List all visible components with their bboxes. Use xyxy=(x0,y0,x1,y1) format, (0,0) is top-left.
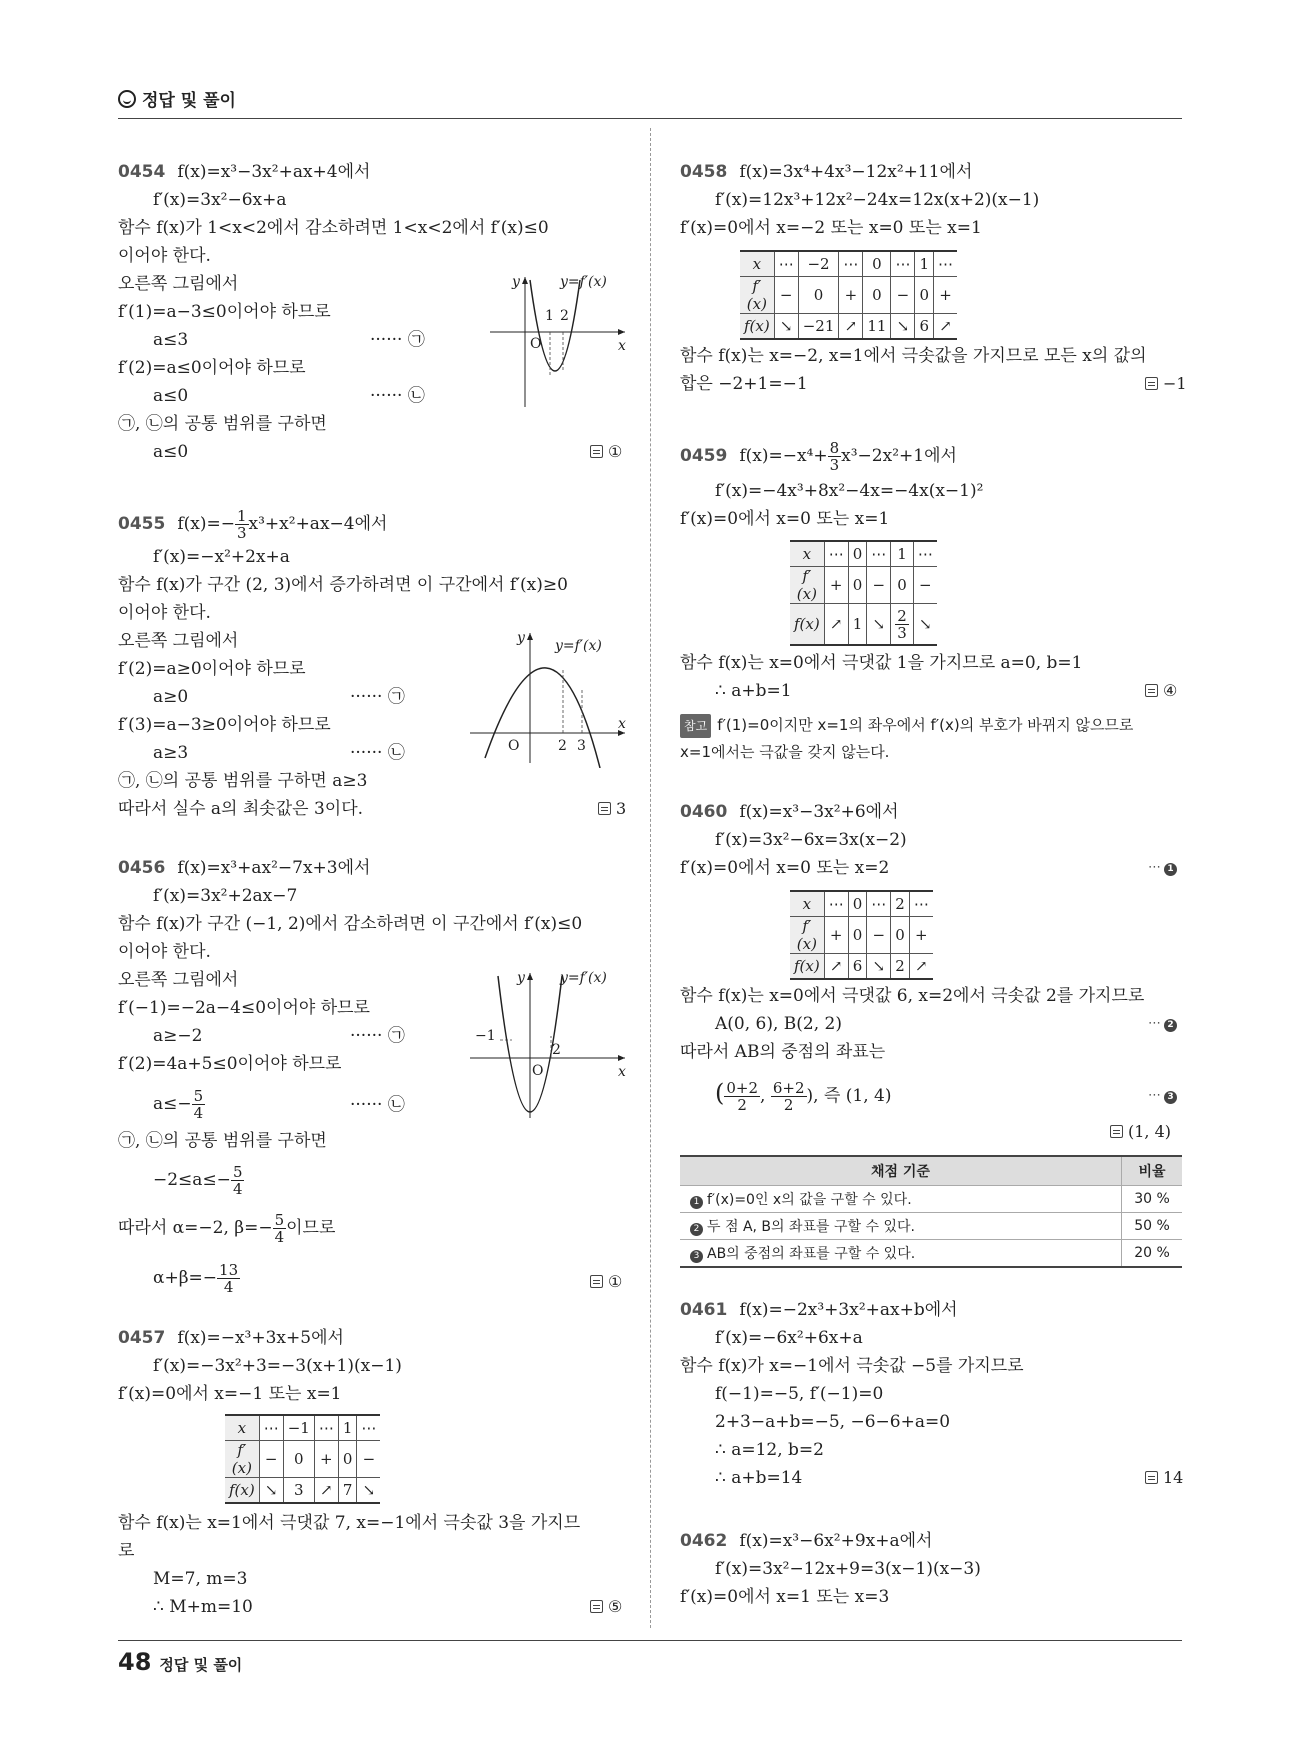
line: f′(x)=3x²−6x=3x(x−2) xyxy=(715,830,907,850)
table-row xyxy=(790,541,937,567)
table-cell: − xyxy=(913,567,937,604)
table-cell: 0 xyxy=(848,891,867,917)
table-row xyxy=(790,567,937,604)
problem-number: 0455 xyxy=(118,514,166,534)
answer: 3 xyxy=(598,799,626,818)
page-footer xyxy=(118,1648,242,1676)
curve-label: y=f′(x) xyxy=(560,274,607,290)
marker: ······ ㉠ xyxy=(370,330,425,350)
table-cell: ↗ xyxy=(314,1478,338,1504)
table-cell: $\frac{2}{3}$ xyxy=(891,604,914,646)
line: 함수 f(x)가 1<x<2에서 감소하려면 1<x<2에서 f′(x)≤0 xyxy=(118,218,549,238)
table-cell: 0 xyxy=(283,1441,314,1478)
axis-label-x: x xyxy=(618,338,626,354)
line: a≥3 xyxy=(153,743,189,763)
line: f′(2)=a≤0이어야 하므로 xyxy=(118,358,306,378)
note-line: x=1에서는 극값을 갖지 않는다. xyxy=(680,743,890,761)
line: f′(x)=−6x²+6x+a xyxy=(715,1328,863,1348)
table-cell: ⋯ xyxy=(824,891,848,917)
step-marker: ⋯ 2 xyxy=(1148,1016,1177,1032)
line: ∴ a+b=14 xyxy=(715,1468,803,1488)
line: ㉠, ㉡의 공통 범위를 구하면 a≥3 xyxy=(118,771,368,791)
table-cell: x xyxy=(740,251,774,277)
marker: ······ ㉡ xyxy=(350,743,405,763)
line: 함수 f(x)는 x=1에서 극댓값 7, x=−1에서 극솟값 3을 가지므 xyxy=(118,1513,581,1533)
line: a≥0 xyxy=(153,687,189,707)
table-cell: 0 xyxy=(915,277,934,314)
table-row xyxy=(740,277,957,314)
line: ㉠, ㉡의 공통 범위를 구하면 xyxy=(118,1131,327,1151)
answer: ① xyxy=(590,442,622,461)
table-cell: f′(x) xyxy=(740,277,774,314)
line: f′(x)=3x²−12x+9=3(x−1)(x−3) xyxy=(715,1559,981,1579)
fraction: $\frac{1}{3}$ xyxy=(236,507,247,542)
line: f′(x)=−4x³+8x²−4x=−4x(x−1)² xyxy=(715,481,984,501)
table-cell: x xyxy=(790,891,824,917)
step-marker: ⋯ 1 xyxy=(1148,860,1177,876)
table-cell: 1 xyxy=(915,251,934,277)
line: a≤3 xyxy=(153,330,189,350)
grading-row: 2 두 점 A, B의 좌표를 구할 수 있다. 50 % xyxy=(680,1213,1182,1240)
line: f′(x)=0에서 x=0 또는 x=2 xyxy=(680,858,890,878)
table-cell: ⋯ xyxy=(357,1415,381,1441)
smile-icon xyxy=(118,90,136,108)
axis-label-y: y xyxy=(512,274,520,290)
answer: ④ xyxy=(1145,681,1177,700)
variation-table xyxy=(225,1414,380,1504)
line: M=7, m=3 xyxy=(153,1569,248,1589)
line: f′(x)=3x²+2ax−7 xyxy=(153,886,298,906)
marker: ······ ㉠ xyxy=(350,1026,405,1046)
line: f′(2)=a≥0이어야 하므로 xyxy=(118,659,306,679)
table-cell: + xyxy=(934,277,958,314)
line: f′(−1)=−2a−4≤0이어야 하므로 xyxy=(118,998,370,1018)
table-cell: 0 xyxy=(848,917,867,954)
line: 이어야 한다. xyxy=(118,603,211,623)
table-cell: ⋯ xyxy=(774,251,798,277)
table-cell: + xyxy=(824,567,848,604)
fraction: $\frac{13}{4}$ xyxy=(219,1261,239,1296)
table-cell: 7 xyxy=(338,1478,357,1504)
tick-label: −1 xyxy=(475,1028,496,1044)
table-cell: 0 xyxy=(848,541,867,567)
table-cell: 0 xyxy=(863,251,891,277)
tick-label: 2 xyxy=(560,308,569,324)
footer-title: 정답 및 풀이 xyxy=(159,1656,243,1674)
header-title: 정답 및 풀이 xyxy=(142,91,236,111)
fraction: $\frac{5}{4}$ xyxy=(193,1087,204,1122)
table-cell: 3 xyxy=(283,1478,314,1504)
answer-box-icon xyxy=(1145,684,1158,697)
table-row xyxy=(790,891,933,917)
line: 따라서 AB의 중점의 좌표는 xyxy=(680,1042,886,1062)
curve-label: y=f′(x) xyxy=(555,638,602,654)
line: 이어야 한다. xyxy=(118,246,211,266)
table-cell: + xyxy=(909,917,933,954)
graph-0454 xyxy=(490,272,630,412)
line: 오른쪽 그림에서 xyxy=(118,970,239,990)
origin-label: O xyxy=(532,1063,544,1079)
table-cell: − xyxy=(357,1441,381,1478)
tick-label: 2 xyxy=(552,1042,561,1058)
table-cell: ↘ xyxy=(913,604,937,646)
table-cell: f′(x) xyxy=(225,1441,259,1478)
table-cell: ⋯ xyxy=(259,1415,283,1441)
problem-number: 0462 xyxy=(680,1531,728,1551)
table-cell: 0 xyxy=(798,277,839,314)
line: a≥−2 xyxy=(153,1026,203,1046)
header-rule xyxy=(118,118,1182,119)
origin-label: O xyxy=(530,336,542,352)
line: f′(x)=0에서 x=0 또는 x=1 xyxy=(680,509,890,529)
line: f′(x)=0에서 x=−1 또는 x=1 xyxy=(118,1384,342,1404)
line: 함수 f(x)는 x=−2, x=1에서 극솟값을 가지므로 모든 x의 값의 xyxy=(680,346,1147,366)
table-cell: ↘ xyxy=(259,1478,283,1504)
table-cell: f′(x) xyxy=(790,917,824,954)
table-cell: f′(x) xyxy=(790,567,824,604)
line: 함수 f(x)가 구간 (−1, 2)에서 감소하려면 이 구간에서 f′(x)≤0 xyxy=(118,914,583,934)
grading-table xyxy=(680,1155,1182,1268)
tick-label: 3 xyxy=(577,738,586,754)
line: f′(x)=−x²+2x+a xyxy=(153,547,290,567)
table-cell: 2 xyxy=(891,891,910,917)
table-cell: ↘ xyxy=(774,314,798,340)
table-cell: 6 xyxy=(848,954,867,980)
line: ∴ a+b=1 xyxy=(715,681,792,701)
table-row xyxy=(225,1478,380,1504)
tick-label: 2 xyxy=(558,738,567,754)
table-cell: ⋯ xyxy=(839,251,863,277)
table-cell: 0 xyxy=(338,1441,357,1478)
table-cell: ↘ xyxy=(867,604,891,646)
graph-0456 xyxy=(470,968,630,1128)
table-cell: f(x) xyxy=(225,1478,259,1504)
table-cell: 11 xyxy=(863,314,891,340)
line: 함수 f(x)는 x=0에서 극댓값 6, x=2에서 극솟값 2를 가지므로 xyxy=(680,986,1145,1006)
table-cell: − xyxy=(867,567,891,604)
note: 참고 f′(1)=0이지만 x=1의 좌우에서 f′(x)의 부호가 바뀌지 않으므로 xyxy=(680,714,1133,738)
table-cell: − xyxy=(259,1441,283,1478)
line: 따라서 실수 a의 최솟값은 3이다. xyxy=(118,799,364,819)
table-cell: f(x) xyxy=(740,314,774,340)
table-row xyxy=(790,954,933,980)
note-tag: 참고 xyxy=(680,714,711,738)
answer-box-icon xyxy=(590,1600,603,1613)
table-cell: + xyxy=(824,917,848,954)
answer-box-icon xyxy=(1145,1471,1158,1484)
problem-number: 0457 xyxy=(118,1328,166,1348)
table-cell: −1 xyxy=(283,1415,314,1441)
table-cell: f(x) xyxy=(790,954,824,980)
axis-label-x: x xyxy=(618,1064,626,1080)
line: a≤0 xyxy=(153,386,189,406)
table-cell: ↘ xyxy=(891,314,915,340)
answer: 14 xyxy=(1145,1468,1183,1487)
line: f′(x)=−3x²+3=−3(x+1)(x−1) xyxy=(153,1356,402,1376)
table-cell: 0 xyxy=(891,567,914,604)
line: ㉠, ㉡의 공통 범위를 구하면 xyxy=(118,414,327,434)
problem-number: 0454 xyxy=(118,162,166,182)
table-cell: + xyxy=(839,277,863,314)
line: a≤0 xyxy=(153,442,189,462)
table-cell: ⋯ xyxy=(824,541,848,567)
table-row xyxy=(225,1441,380,1478)
table-cell: −21 xyxy=(798,314,839,340)
line: f′(1)=a−3≤0이어야 하므로 xyxy=(118,302,331,322)
answer: −1 xyxy=(1145,374,1187,393)
table-cell: ↗ xyxy=(909,954,933,980)
table-cell: − xyxy=(867,917,891,954)
problem-number: 0461 xyxy=(680,1300,728,1320)
line: f′(3)=a−3≥0이어야 하므로 xyxy=(118,715,331,735)
table-cell: x xyxy=(790,541,824,567)
axis-label-y: y xyxy=(517,630,525,646)
line: f(−1)=−5, f′(−1)=0 xyxy=(715,1384,884,1404)
fraction: $\frac{5}{4}$ xyxy=(274,1211,285,1246)
table-cell: 6 xyxy=(915,314,934,340)
line: f′(x)=0에서 x=−2 또는 x=0 또는 x=1 xyxy=(680,218,982,238)
table-cell: 1 xyxy=(338,1415,357,1441)
marker: ······ ㉡ xyxy=(370,386,425,406)
line: 함수 f(x)는 x=0에서 극댓값 1을 가지므로 a=0, b=1 xyxy=(680,653,1083,673)
line: f′(x)=3x²−6x+a xyxy=(153,190,287,210)
line: ∴ a=12, b=2 xyxy=(715,1440,824,1460)
grading-header-ratio: 비율 xyxy=(1122,1156,1183,1186)
table-cell: ↘ xyxy=(357,1478,381,1504)
line: 함수 f(x)가 구간 (2, 3)에서 증가하려면 이 구간에서 f′(x)≥0 xyxy=(118,575,568,595)
table-cell: ↗ xyxy=(839,314,863,340)
answer: ⑤ xyxy=(590,1597,622,1616)
line: f′(x)=0에서 x=1 또는 x=3 xyxy=(680,1587,890,1607)
line: 오른쪽 그림에서 xyxy=(118,631,239,651)
fraction: $\frac{6+2}{2}$ xyxy=(772,1079,805,1114)
answer: ① xyxy=(590,1272,622,1291)
tick-label: 1 xyxy=(545,308,554,324)
variation-table xyxy=(790,890,933,980)
line: 2+3−a+b=−5, −6−6+a=0 xyxy=(715,1412,951,1432)
problem-number: 0456 xyxy=(118,858,166,878)
answer-box-icon xyxy=(598,802,611,815)
table-row xyxy=(740,251,957,277)
fraction: $\frac{8}{3}$ xyxy=(829,439,840,474)
column-divider xyxy=(650,128,651,1628)
line: 이어야 한다. xyxy=(118,942,211,962)
line: 로 xyxy=(118,1541,135,1561)
table-cell: f(x) xyxy=(790,604,824,646)
table-cell: x xyxy=(225,1415,259,1441)
table-cell: 1 xyxy=(891,541,914,567)
answer: (1, 4) xyxy=(1110,1122,1171,1141)
line: f(x)=x³−3x²+ax+4에서 xyxy=(177,162,371,182)
line: 합은 −2+1=−1 xyxy=(680,374,808,394)
problem-number: 0458 xyxy=(680,162,728,182)
line: f′(2)=4a+5≤0이어야 하므로 xyxy=(118,1054,342,1074)
table-row xyxy=(790,604,937,646)
axis-label-x: x xyxy=(618,716,626,732)
problem-number: 0460 xyxy=(680,802,728,822)
line: ∴ M+m=10 xyxy=(153,1597,253,1617)
table-cell: 2 xyxy=(891,954,910,980)
table-cell: 1 xyxy=(848,604,867,646)
axis-label-y: y xyxy=(517,970,525,986)
table-cell: − xyxy=(891,277,915,314)
table-cell: ⋯ xyxy=(891,251,915,277)
table-cell: ⋯ xyxy=(867,891,891,917)
variation-table xyxy=(790,540,937,646)
table-cell: − xyxy=(774,277,798,314)
answer-box-icon xyxy=(590,445,603,458)
table-row xyxy=(225,1415,380,1441)
variation-table xyxy=(740,250,957,340)
table-cell: + xyxy=(314,1441,338,1478)
origin-label: O xyxy=(508,738,520,754)
table-cell: ↗ xyxy=(934,314,958,340)
step-marker: ⋯ 3 xyxy=(1148,1088,1177,1104)
table-cell: ⋯ xyxy=(909,891,933,917)
curve-label: y=f′(x) xyxy=(560,970,607,986)
graph-0455 xyxy=(470,628,630,768)
fraction: $\frac{0+2}{2}$ xyxy=(726,1079,759,1114)
answer-box-icon xyxy=(1145,377,1158,390)
line: 오른쪽 그림에서 xyxy=(118,274,239,294)
answer-box-icon xyxy=(1110,1125,1123,1138)
table-cell: ↘ xyxy=(867,954,891,980)
table-cell: ⋯ xyxy=(867,541,891,567)
footer-rule xyxy=(118,1640,1182,1641)
table-row xyxy=(790,917,933,954)
table-cell: ↗ xyxy=(824,604,848,646)
page-header xyxy=(118,86,236,111)
table-cell: ⋯ xyxy=(913,541,937,567)
page-number: 48 xyxy=(118,1648,152,1676)
line: 함수 f(x)가 x=−1에서 극솟값 −5를 가지므로 xyxy=(680,1356,1024,1376)
marker: ······ ㉠ xyxy=(350,687,405,707)
grading-header: 채점 기준 xyxy=(680,1156,1122,1186)
marker: ······ ㉡ xyxy=(350,1095,405,1115)
fraction: $\frac{5}{4}$ xyxy=(232,1163,243,1198)
line: f′(x)=12x³+12x²−24x=12x(x+2)(x−1) xyxy=(715,190,1040,210)
grading-row: 3 AB의 중점의 좌표를 구할 수 있다. 20 % xyxy=(680,1240,1182,1268)
problem-number: 0459 xyxy=(680,446,728,466)
table-cell: −2 xyxy=(798,251,839,277)
table-cell: ⋯ xyxy=(314,1415,338,1441)
midpoint-expression: ( $\frac{0+2}{2}$ , $\frac{6+2}{2}$ ), 즉 (1, 4) xyxy=(715,1079,892,1114)
table-cell: 0 xyxy=(891,917,910,954)
table-row xyxy=(740,314,957,340)
table-cell: ↗ xyxy=(824,954,848,980)
table-cell: ⋯ xyxy=(934,251,958,277)
table-cell: 0 xyxy=(848,567,867,604)
answer-box-icon xyxy=(590,1275,603,1288)
line: A(0, 6), B(2, 2) xyxy=(715,1014,842,1034)
table-cell: 0 xyxy=(863,277,891,314)
grading-row: 1 f′(x)=0인 x의 값을 구할 수 있다. 30 % xyxy=(680,1186,1182,1213)
